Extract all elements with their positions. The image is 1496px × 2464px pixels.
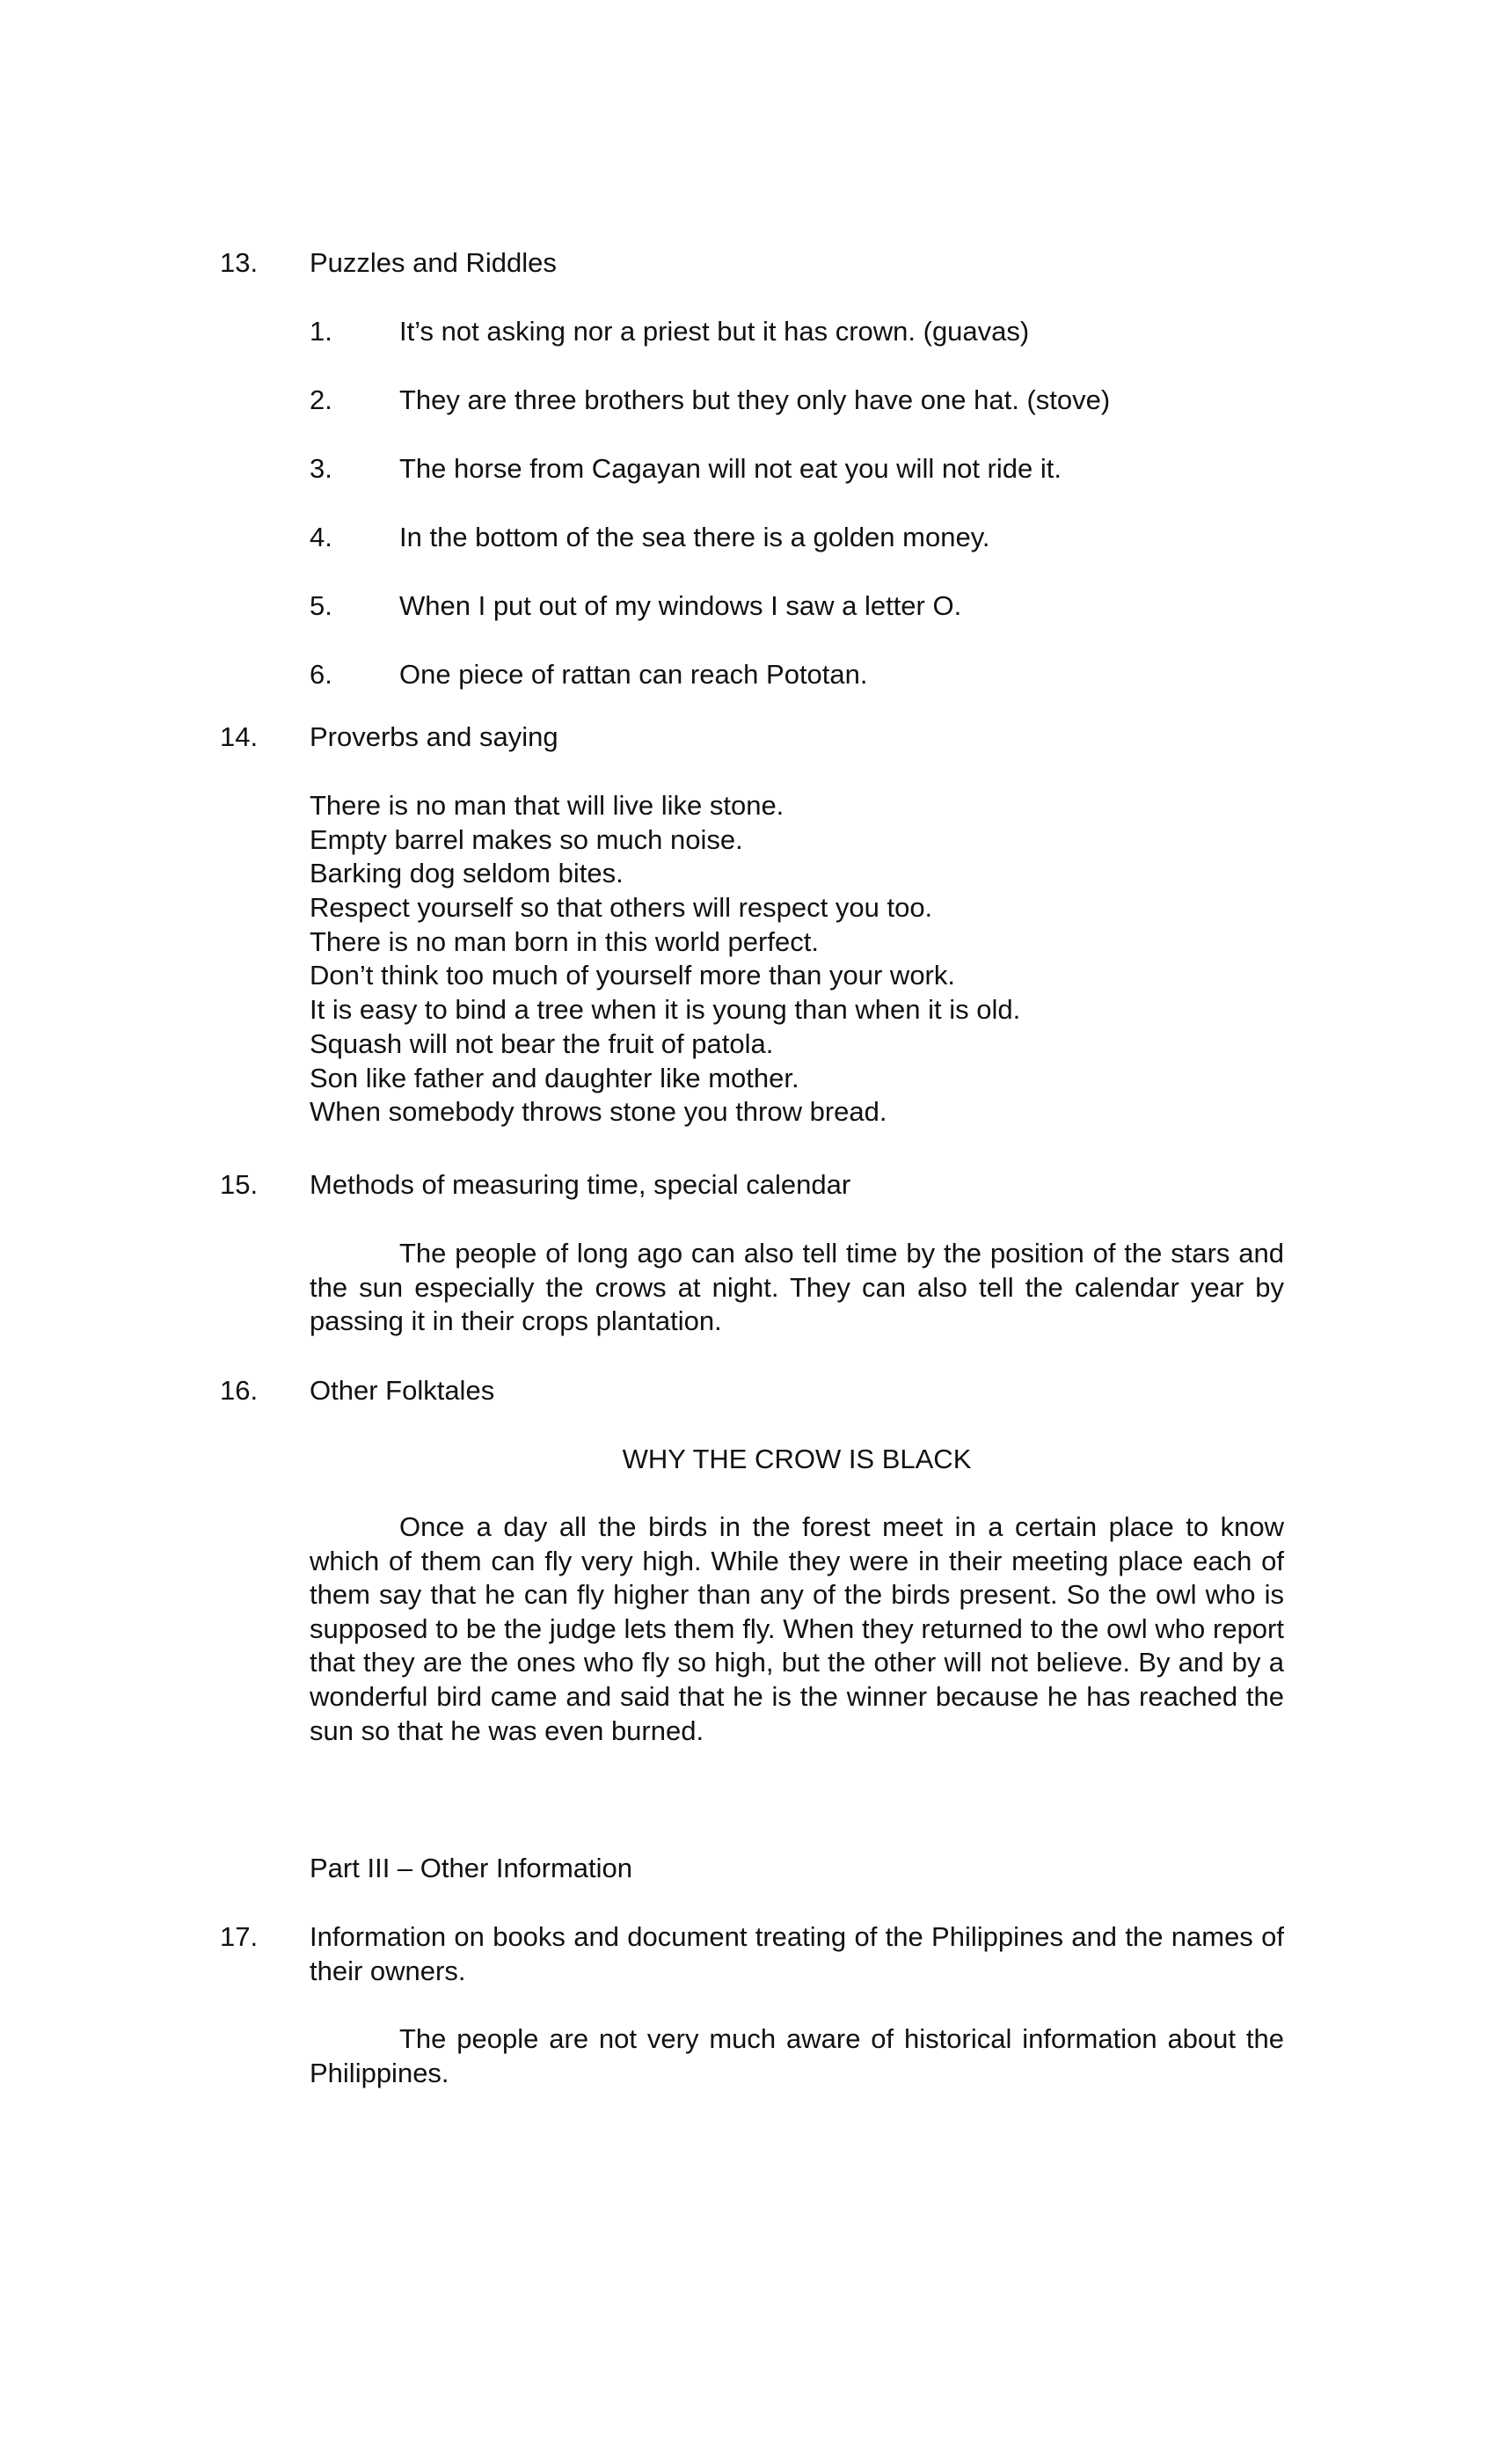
- section-17-title: Information on books and document treating of the Philippines and the names of their owners.: [310, 1921, 1284, 1986]
- riddle-text: The horse from Cagayan will not eat you will not ride it.: [399, 453, 1062, 484]
- riddle-number: 3.: [310, 453, 332, 484]
- proverbs-list: [310, 789, 1020, 1130]
- riddle-number: 4.: [310, 522, 332, 552]
- section-title: Methods of measuring time, special calendar: [310, 1169, 851, 1200]
- riddle-text: It’s not asking nor a priest but it has crown. (guavas): [399, 316, 1030, 347]
- section-title: Proverbs and saying: [310, 721, 558, 752]
- section-title: Puzzles and Riddles: [310, 247, 557, 278]
- section-number: 13.: [220, 247, 259, 278]
- riddle-text: One piece of rattan can reach Pototan.: [399, 659, 868, 690]
- proverb-line: Barking dog seldom bites.: [310, 858, 624, 889]
- story-title: WHY THE CROW IS BLACK: [622, 1444, 972, 1474]
- riddle-number: 2.: [310, 384, 332, 415]
- proverb-line: Son like father and daughter like mother.: [310, 1062, 799, 1093]
- riddle-number: 6.: [310, 659, 332, 690]
- proverb-line: Don’t think too much of yourself more than your work.: [310, 960, 955, 991]
- section-title: Other Folktales: [310, 1375, 495, 1406]
- proverb-line: Empty barrel makes so much noise.: [310, 823, 743, 855]
- section-number: 17.: [220, 1921, 259, 1952]
- part-3-heading: Part III – Other Information: [310, 1853, 632, 1883]
- riddle-number: 1.: [310, 316, 332, 347]
- riddle-text: In the bottom of the sea there is a golden money.: [399, 522, 990, 552]
- riddle-text: They are three brothers but they only have one hat. (stove): [399, 384, 1111, 415]
- section-number: 16.: [220, 1375, 259, 1406]
- proverb-line: When somebody throws stone you throw bread.: [310, 1096, 887, 1128]
- proverb-line: There is no man that will live like stone.: [310, 790, 784, 821]
- riddle-text: When I put out of my windows I saw a letter O.: [399, 590, 962, 621]
- section-16-paragraph: Once a day all the birds in the forest meet in a certain place to know which of them can fly very high. While they were in their meeting place each of them say that he can fly higher than any of the birds present. So the owl who is supposed to be the judge lets them fly. When they returned to the owl who report that they are the ones who fly so high, but the other will not believe. By and by a wonderful bird came and said that he is the winner because he has reached the sun so that he was even burned.: [310, 1511, 1284, 1746]
- proverb-line: It is easy to bind a tree when it is young than when it is old.: [310, 994, 1021, 1026]
- proverb-line: There is no man born in this world perfect.: [310, 925, 819, 957]
- section-15-paragraph: The people of long ago can also tell time by the position of the stars and the sun especially the crows at night. They can also tell the calendar year by passing it in their crops plantation.: [310, 1238, 1284, 1337]
- section-number: 14.: [220, 721, 259, 752]
- proverb-line: Squash will not bear the fruit of patola.: [310, 1027, 774, 1059]
- riddle-number: 5.: [310, 590, 332, 621]
- section-number: 15.: [220, 1169, 259, 1200]
- proverb-line: Respect yourself so that others will respect you too.: [310, 892, 933, 924]
- section-17-paragraph: The people are not very much aware of historical information about the Philippines.: [310, 2023, 1284, 2088]
